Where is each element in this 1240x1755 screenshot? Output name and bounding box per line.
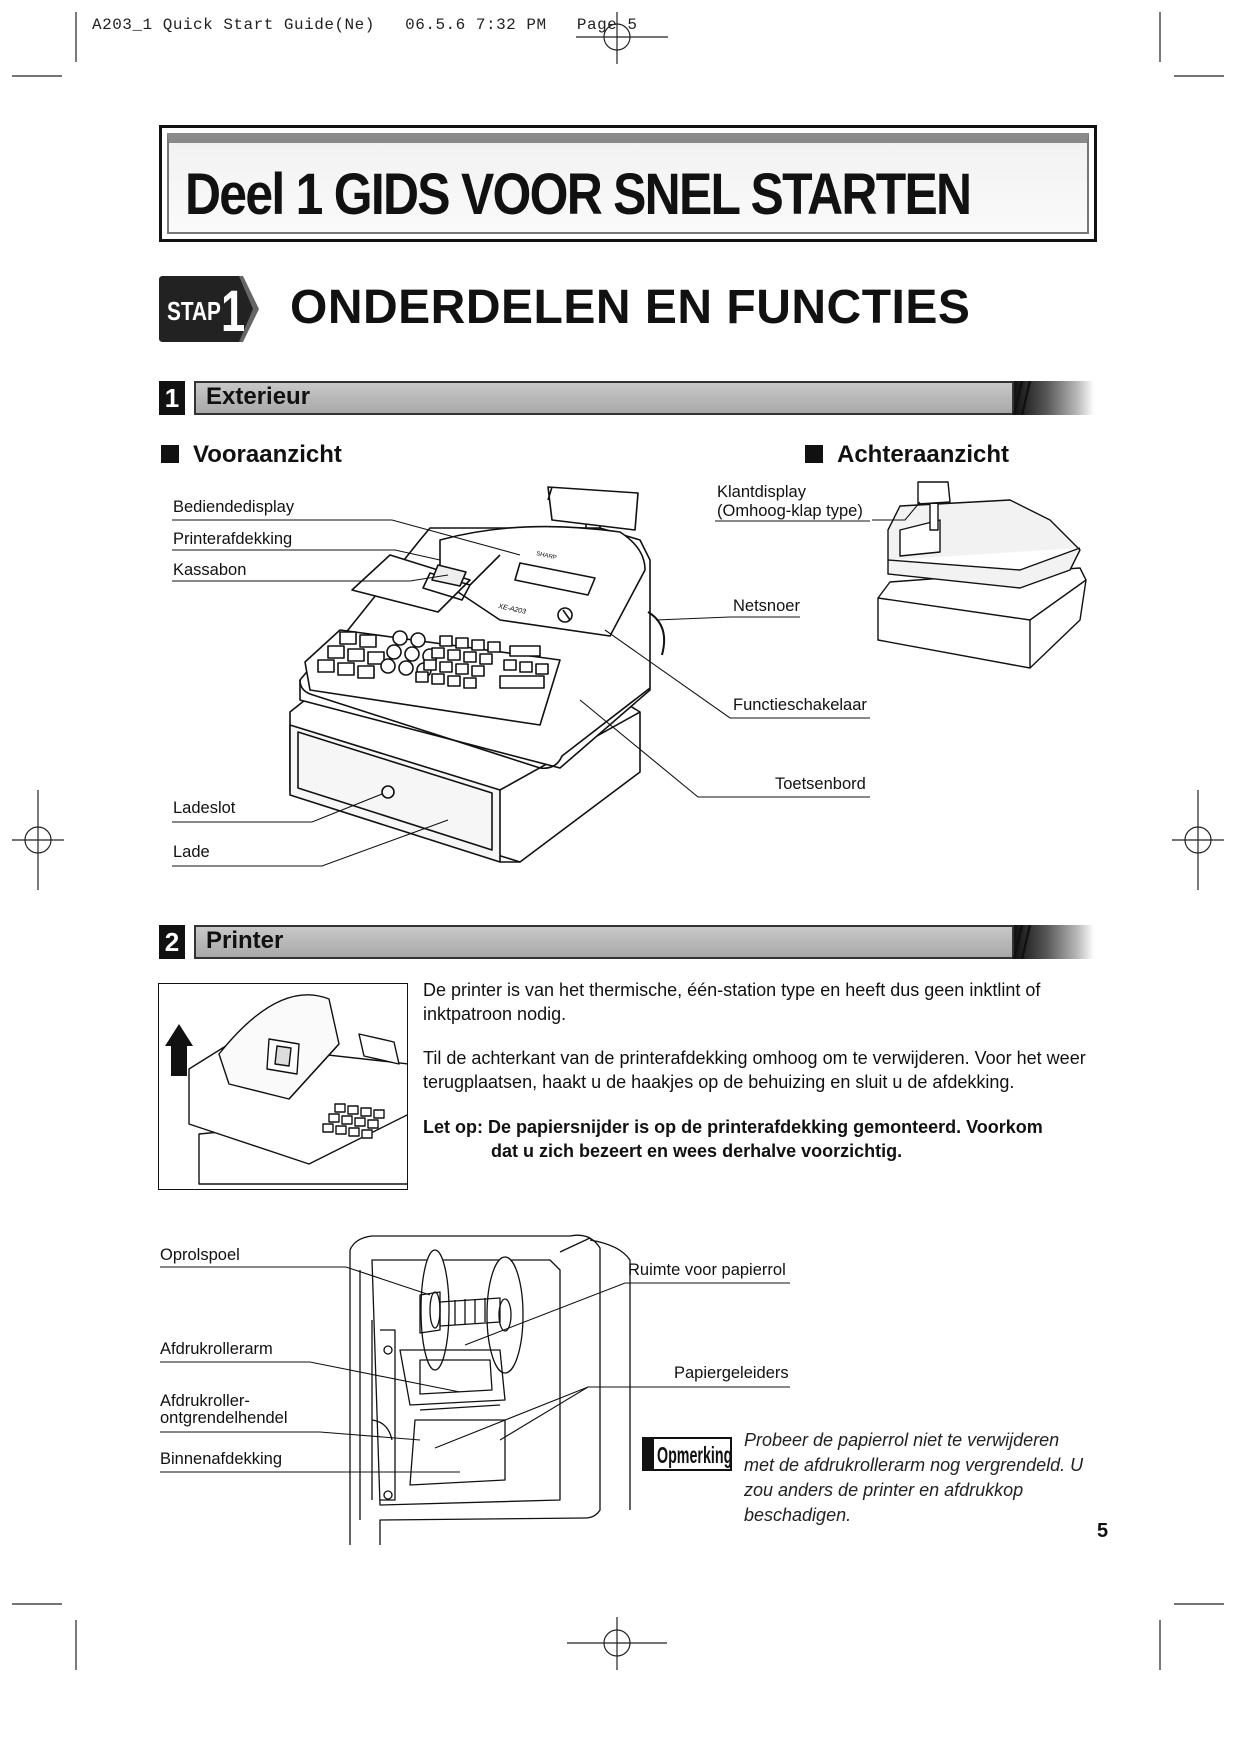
file-slug: A203_1 Quick Start Guide(Ne) 06.5.6 7:32 PM Page 5 [92,16,638,34]
bullet-square-icon [805,445,823,463]
label-customer-display-underline [715,518,875,524]
label-customer-display-line2: (Omhoog-klap type) [717,502,863,520]
label-release-lever-line1: Afdrukroller- [160,1392,250,1410]
label-receipt: Kassabon [173,561,247,579]
label-mode-switch: Functieschakelaar [733,696,867,714]
step-title: ONDERDELEN EN FUNCTIES [290,281,971,334]
caution-line-1: De papiersnijder is op de printerafdekking gemonteerd. Voorkom [488,1117,1043,1137]
label-drawer: Lade [173,843,210,861]
caution-line-2: dat u zich bezeert en wees derhalve voorzichtig. [491,1141,903,1161]
front-view-heading-text: Vooraanzicht [193,441,342,468]
label-keyboard: Toetsenbord [775,775,866,793]
label-paper-guides: Papiergeleiders [674,1364,789,1382]
section-2-title: Printer [206,927,284,954]
label-power-cord: Netsnoer [733,597,800,615]
label-customer-display-line1: Klantdisplay [717,483,806,501]
label-inner-cover: Binnenafdekking [160,1450,283,1468]
label-release-lever-line2: ontgrendelhendel [160,1409,288,1427]
label-print-roller-arm: Afdrukrollerarm [160,1340,273,1358]
chapter-title-box [159,125,1097,242]
note-badge-text: Opmerking [657,1442,733,1468]
note-text: Probeer de papierrol niet te verwijderen met de afdrukrollerarm nog vergrendeld. U zou anders de printer en afdrukkop beschadigen. [744,1430,1084,1525]
step-badge-number: 1 [221,279,246,344]
printer-caution [423,1115,1103,1163]
label-drawer-lock: Ladeslot [173,799,236,817]
rear-view-heading [805,441,1009,469]
section-1-bar [194,381,1094,415]
printer-paragraph-1: De printer is van het thermische, één-station type en heeft dus geen inktlint of inktpatroon nodig. [423,980,1041,1024]
label-release-lever [160,1393,288,1427]
step-badge [159,276,259,342]
label-operator-display: Bediendedisplay [173,498,295,516]
caution-label: Let op: [423,1117,483,1137]
label-customer-display [717,483,863,521]
printer-cover-illustration [158,983,408,1190]
cash-register-rear-illustration [870,480,1090,680]
label-printer-cover: Printerafdekking [173,530,293,548]
section-1-number: 1 [159,381,185,415]
rear-view-heading-text: Achteraanzicht [837,441,1010,468]
label-paper-roll-space: Ruimte voor papierrol [628,1261,786,1279]
front-view-heading [161,441,342,469]
section-2-number: 2 [159,925,185,959]
section-2-bar [194,925,1094,959]
printer-paragraph-2: Til de achterkant van de printerafdekking omhoog om te verwijderen. Voor het weer terugplaatsen, haakt u de haakjes op de behuizing en sluit u de afdekking. [423,1048,1086,1092]
page-number: 5 [1097,1520,1109,1542]
brand-mark: SHARP [535,551,558,562]
label-take-up-spool: Oprolspoel [160,1246,240,1264]
step-badge-label: STAP [167,296,221,326]
model-mark: XE-A203 [497,603,527,616]
arrow-up-icon [165,1024,193,1076]
bullet-square-icon [161,445,179,463]
section-1-title: Exterieur [206,383,311,410]
note-badge [642,1437,732,1471]
chapter-title: Deel 1 GIDS VOOR SNEL STARTEN [185,162,971,227]
